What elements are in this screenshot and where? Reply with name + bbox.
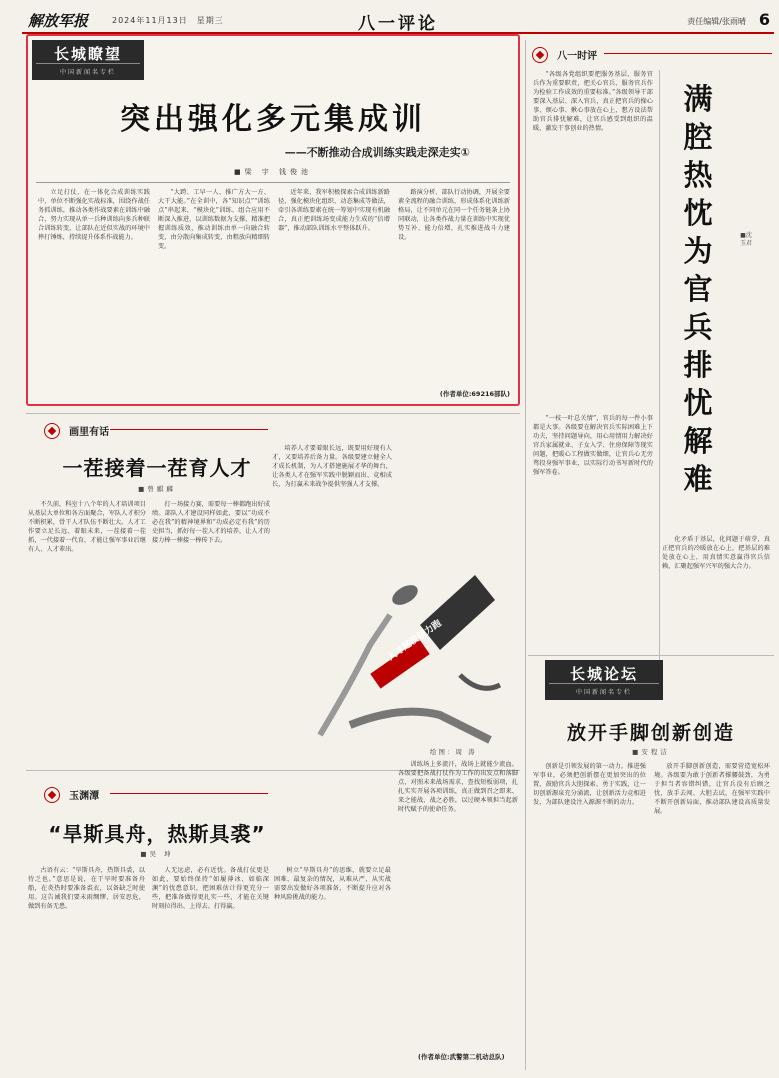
featured-column: 路演分析、部队行动协调，开展全要素全流程的融合训练，形成体系化训练新格局，让不同单元在同一个任务链条上协同联动，让各类作战力量在训练中实现优势互补、能力倍增，扎实推进战斗力建设。 — [398, 189, 510, 241]
article2-section-label — [44, 420, 109, 436]
article4-text-column: 放开手脚创新创造，需要营造宽松环境。各级要为敢于创新者撑腰鼓劲，为勇于担当者容错纠错，让官兵没有后顾之忧，放手去闯、大胆去试，在强军实践中不断开创新局面，推动部队建设高质量发展。 — [654, 763, 770, 815]
article3-label-rule — [110, 793, 268, 794]
article3-author-unit: (作者单位:武警第二机动总队) — [418, 1053, 505, 1061]
article3-byline: ■吴 坤 — [140, 850, 174, 858]
section-marker-icon — [44, 423, 60, 439]
column-badge-divider — [36, 63, 140, 64]
issue-date: 2024年11月13日 星期三 — [112, 16, 224, 25]
featured-divider — [36, 182, 510, 183]
article2-label-text: 画里有话 — [69, 427, 110, 438]
sidebar-label-rule — [604, 53, 772, 54]
sidebar-label-text: 八一时评 — [557, 51, 598, 62]
featured-column: 近年来，我军积极探索合成训练新路径，强化模块化组织、动态集成等做法，牵引各训练要素在统一筹划中实现有机融合，真正把训练场变成能力生成的“倍增器”，推动部队训练水平整体跃升。 — [278, 189, 390, 232]
article3-section-label — [44, 784, 99, 800]
page-number: 6 — [758, 10, 770, 29]
article4-headline[interactable]: 放开手脚创新创造 — [566, 722, 735, 744]
editor-credit: 责任编辑/张雨晴 — [687, 17, 746, 26]
article2-text-column: 培养人才要着眼长远，既要用好现有人才，又要培养后备力量。各级要建立健全人才成长机制，为人才搭建施展才华的舞台，让各类人才在强军实践中脱颖而出、竞相成长，为打赢未来战争提供坚强人才支撑。 — [272, 445, 392, 488]
section-marker-icon — [44, 787, 60, 803]
article4-byline: ■安程洁 — [632, 748, 670, 756]
sidebar-byline: ■沈玉君 — [740, 232, 753, 247]
featured-headline[interactable]: 突出强化多元集成训 — [120, 102, 426, 137]
article3-text-column: 古语有云：“旱斯具舟，热斯具裘，以待乏也。”意思是说，在干旱时要准备舟船，在炎热时要准备裘衣，以备缺乏时使用。这告诫我们要未雨绸缪、居安思危，做到有备无患。 — [28, 867, 145, 910]
illustration-caption: 绘图：周 涛 — [430, 748, 477, 756]
column-badge-title: 长城论坛 — [569, 665, 638, 683]
sidebar-text-column: 化矛盾于基层，化问题于萌芽，真正把官兵的冷暖放在心上，把基层的难处放在心上，用真情实意赢得官兵信赖，汇聚起强军兴军的强大合力。 — [662, 536, 770, 570]
sidebar-text-column: “各级各党组织要把服务基层、服务官兵作为重要职责，把关心官兵、服务官兵作为检验工作成效的重要标准。”各级领导干部要深入基层、深入官兵，真正把官兵的操心事、烦心事、揪心事放在心上，想方设法帮助官兵排忧解难，让官兵感受到组织的温暖，激发干事创业的热情。 — [533, 71, 653, 132]
featured-column: 立足打仗、在一体化合成训练实践中，单位不断强化实战标准，围绕作战任务抓训练，推动各类作战要素在训练中融合，努力实现从单一兵种训练向多兵种联合训练转变，让部队在近似实战的环境中摔打锤炼，持续提升体系作战能力。 — [38, 189, 150, 241]
article3-headline[interactable]: “旱斯具舟，热斯具裘” — [48, 822, 266, 846]
sidebar-text-column: “一枝一叶总关情”，官兵的每一件小事都是大事。各级要在解决官兵实际困难上下功夫，坚持问题导向，用心用情用力解决好官兵家属就业、子女入学、住房保障等现实问题，把暖心工程做实做细，让官兵心无旁骛投身强军事业，以实际行动书写新时代的强军答卷。 — [533, 415, 653, 476]
article4-text-column: 创新是引领发展的第一动力。推进强军事业，必须把创新摆在更加突出的位置，鼓励官兵大胆探索、勇于实践，让一切创新源泉充分涌流，让创新活力竞相迸发，为部队建设注入源源不断的动力。 — [533, 763, 646, 806]
featured-body — [38, 188, 510, 393]
article2-text-column: 打一场接力赛，需要每一棒都跑出好成绩。部队人才建设同样如此，要以“功成不必在我”的精神境界和“功成必定有我”的历史担当，抓好每一茬人才的培养，让人才的接力棒一棒接一棒传下去。 — [152, 501, 270, 544]
article3-label-text: 玉渊潭 — [69, 791, 100, 802]
masthead — [22, 8, 774, 34]
relay-baton-illustration — [310, 555, 510, 750]
article2-text-column: 不久前，科室十八个年的人才培训项目从基层大单位和各方面聚合，军队人才积分不断积累，骨干人才队伍不断壮大。人才工作要立足长远、着眼未来，一茬接着一茬抓，一代接着一代育，才能让强军事业后继有人、人才辈出。 — [28, 501, 146, 553]
featured-author-unit: (作者单位:69216部队) — [439, 390, 510, 398]
article2-byline: ■曾麒麟 — [138, 485, 176, 493]
illustration-banner: 人才建设接力跑 — [386, 618, 444, 663]
article2-headline[interactable]: 一茬接着一茬育人才 — [62, 456, 252, 480]
sidebar-section-label — [532, 44, 597, 62]
illustration — [310, 555, 510, 750]
section-divider — [26, 413, 520, 414]
column-badge-subtitle: 中国新闻名专栏 — [59, 69, 116, 76]
article3-text-column: 树立“旱斯具舟”的思维，就要立足最困难、最复杂的情况，从难从严、从实战需要出发做好各项准备，不断提升应对各种风险挑战的能力。 — [274, 867, 391, 901]
featured-byline: ■梁 宇 钱俊池 — [233, 168, 313, 176]
article3-text-column: 人无远虑，必有近忧。备战打仗更是如此，要始终保持“如履薄冰、如临深渊”的忧患意识，把困难估计得更充分一些，把准备做得更扎实一些，才能在关键时刻拉得出、上得去、打得赢。 — [152, 867, 269, 910]
section-divider — [528, 655, 774, 656]
featured-article[interactable] — [26, 34, 520, 406]
column-badge — [545, 660, 663, 700]
featured-column: “大跨、工早一人、推广方大一方、大干大能。”在全训中，各“知识点”“训练点”串起来，“模块化”训练、组合应用不断深入推进，以训练数据为支撑，精准把握训练质效，推动训练由单一向融合转变，由分散向集成转变，由粗放向精细转变。 — [158, 189, 270, 250]
featured-subheadline: ——不断推动合成训练实践走深走实① — [284, 146, 470, 159]
column-badge — [32, 40, 144, 80]
column-badge-subtitle: 中国新闻名专栏 — [575, 689, 632, 696]
column-badge-title: 长城瞭望 — [53, 45, 122, 63]
section-marker-icon — [532, 47, 548, 63]
column-badge-divider — [549, 683, 659, 684]
column-divider — [525, 40, 526, 1070]
article3-text-column: 训练场上多流汗，战场上就能少流血。各级要把备战打仗作为工作的出发点和落脚点，对照未来战场需求，查找短板弱项，扎扎实实开展各项训练，真正做到召之即来、来之能战、战之必胜，以过硬本领担当起新时代赋予的使命任务。 — [398, 761, 518, 813]
sidebar-headline[interactable]: 满腔热忱为官兵排忧解难 — [683, 82, 713, 496]
section-title: 八一评论 — [358, 14, 438, 34]
newspaper-logo: 解放军报 — [28, 12, 89, 30]
article2-label-rule — [110, 429, 268, 430]
column-divider — [659, 70, 660, 660]
